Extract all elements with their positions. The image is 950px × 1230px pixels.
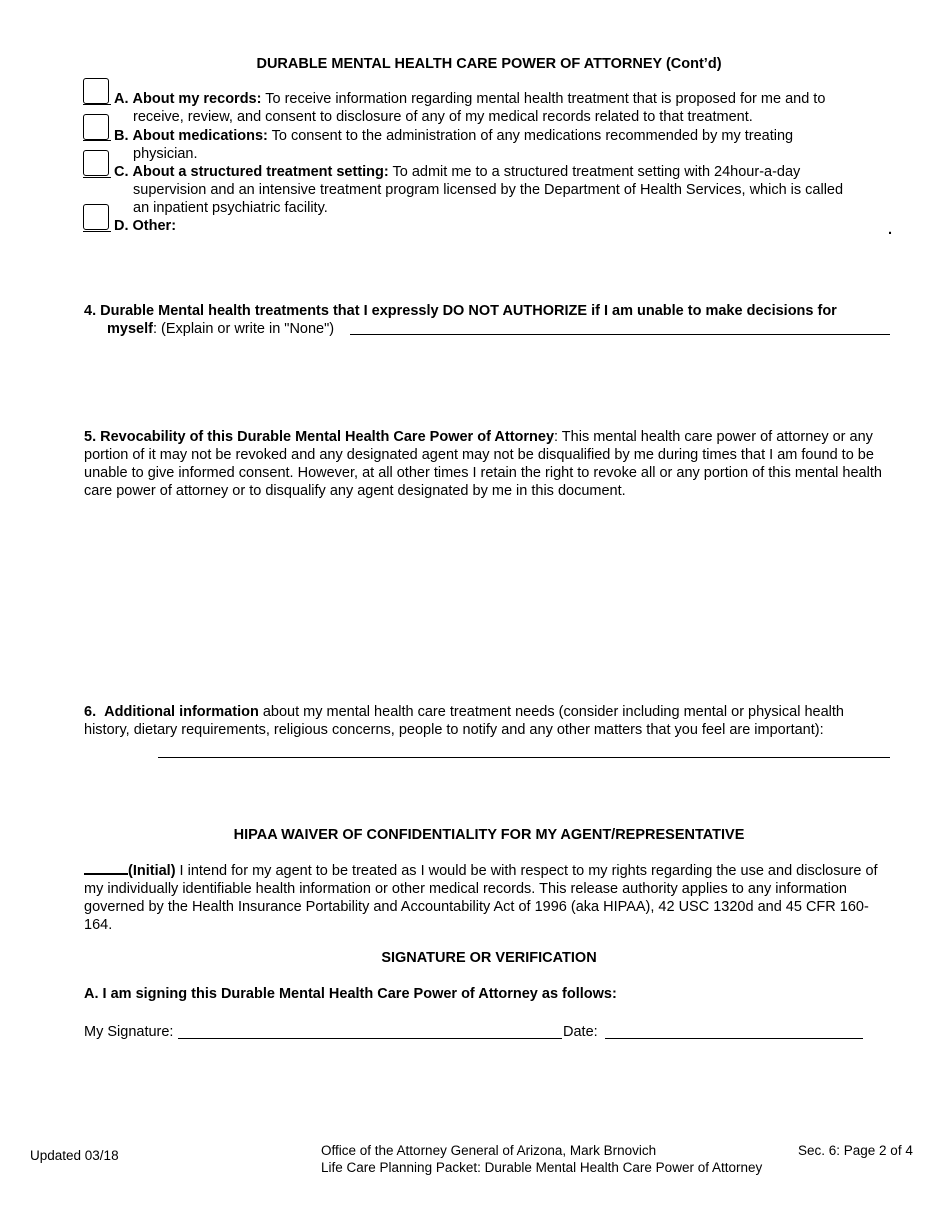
date-line[interactable]: [605, 1038, 863, 1039]
option-letter: B.: [114, 128, 129, 144]
signature-title: SIGNATURE OR VERIFICATION: [381, 950, 597, 966]
section-4-heading: Durable Mental health treatments that I expressly DO NOT AUTHORIZE if I am unable to make decisions for: [100, 303, 837, 319]
initial-line-medications[interactable]: [83, 140, 111, 141]
hipaa-text: I intend for my agent to be treated as I would be with respect to my rights regarding the use and disclosure of my individually identifiable health information or other medical records. This release authority applies to any information governed by the Health Insurance Portability and Accountability Act of 1996 (aka HIPAA), 42 USC 1320d and 45 CFR 160-164.: [84, 863, 878, 933]
section-4-answer-line[interactable]: [350, 334, 890, 335]
hipaa-initial-line[interactable]: [84, 873, 128, 875]
section-4-text: : (Explain or write in "None"): [152, 321, 335, 337]
option-text-continued: supervision and an intensive treatment program licensed by the Department of Health Services, which is called: [133, 182, 844, 198]
option-heading: About my records:: [132, 91, 262, 107]
signature-label: My Signature:: [84, 1024, 174, 1040]
signature-subheading: A. I am signing this Durable Mental Health Care Power of Attorney as follows:: [84, 986, 617, 1002]
section-6-text: about my mental health care treatment needs (consider including mental or physical health history, dietary requirements, religious concerns, people to notify and any other matters that you feel are important):: [84, 704, 844, 738]
section-4-heading-continued: myself: [107, 321, 153, 337]
footer-packet: Life Care Planning Packet: Durable Mental Health Care Power of Attorney: [321, 1160, 763, 1175]
initial-line-records[interactable]: [83, 104, 111, 105]
option-heading: About a structured treatment setting:: [132, 164, 389, 180]
option-letter: D.: [114, 218, 129, 234]
checkbox-structured-setting[interactable]: [83, 150, 109, 176]
hipaa-initial-label: (Initial): [128, 863, 176, 879]
section-6-number: 6.: [84, 704, 97, 720]
checkbox-medications[interactable]: [83, 114, 109, 140]
option-structured-setting: [114, 163, 884, 217]
option-letter: C.: [114, 164, 129, 180]
section-6: [84, 703, 874, 739]
section-4-number: 4.: [84, 303, 97, 319]
footer-updated: Updated 03/18: [30, 1148, 119, 1163]
option-text-continued: an inpatient psychiatric facility.: [133, 200, 328, 216]
option-heading: Other:: [132, 218, 177, 234]
checkbox-records[interactable]: [83, 78, 109, 104]
option-text-continued: receive, review, and consent to disclosure of any of my medical records related to that treatment.: [133, 109, 753, 125]
other-line-end-period: .: [888, 222, 893, 238]
option-medications: [114, 127, 884, 163]
date-label: Date:: [563, 1024, 598, 1040]
section-5: [84, 428, 899, 500]
initial-line-other[interactable]: [83, 231, 111, 232]
footer-page-number: Sec. 6: Page 2 of 4: [798, 1143, 913, 1158]
option-other: [114, 217, 884, 235]
section-6-answer-line[interactable]: [158, 757, 890, 758]
section-5-text: : This mental health care power of attorney or any portion of it may not be revoked and any designated agent may not be disqualified by me during times that I am found to be unable to give informed consent. However, at all other times I retain the right to revoke all or any portion of this mental health care power of attorney or to disqualify any agent designated by me in this document.: [84, 429, 882, 499]
hipaa-title: HIPAA WAIVER OF CONFIDENTIALITY FOR MY AGENT/REPRESENTATIVE: [233, 827, 745, 843]
option-letter: A.: [114, 91, 129, 107]
option-heading: About medications:: [132, 128, 268, 144]
option-records: [114, 90, 884, 126]
hipaa-paragraph: [84, 862, 894, 934]
option-text-continued: physician.: [133, 146, 198, 162]
footer-office: Office of the Attorney General of Arizona, Mark Brnovich: [321, 1143, 657, 1158]
section-5-heading: 5. Revocability of this Durable Mental Health Care Power of Attorney: [84, 429, 555, 445]
checkbox-other[interactable]: [83, 204, 109, 230]
signature-line[interactable]: [178, 1038, 562, 1039]
section-6-heading: Additional information: [104, 704, 259, 720]
option-text: To consent to the administration of any medications recommended by my treating: [267, 128, 794, 144]
option-text: To receive information regarding mental health treatment that is proposed for me and to: [261, 91, 826, 107]
page-title: DURABLE MENTAL HEALTH CARE POWER OF ATTORNEY (Cont’d): [256, 56, 722, 72]
option-text: To admit me to a structured treatment setting with 24hour-a-day: [388, 164, 801, 180]
initial-line-structured-setting[interactable]: [83, 177, 111, 178]
section-4: [84, 302, 904, 338]
